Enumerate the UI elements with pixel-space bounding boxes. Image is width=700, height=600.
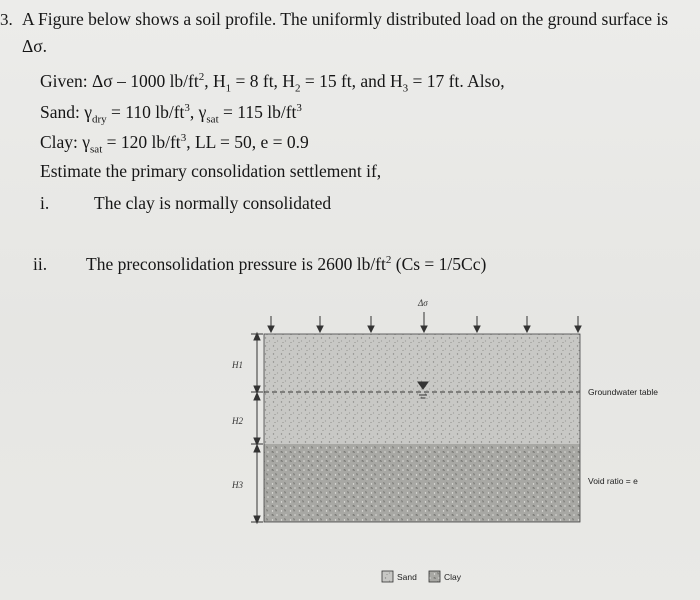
sand-dry-val: = 110 lb/ft xyxy=(106,102,185,122)
clay-prefix: Clay: γ xyxy=(40,132,91,152)
sand-layer xyxy=(264,334,580,444)
intro-line-2: Δσ. xyxy=(22,36,48,56)
clay-sat-sub: sat xyxy=(90,143,103,156)
item-1-number: i. xyxy=(40,193,50,213)
legend-clay-label: Clay xyxy=(444,572,462,582)
item-2-exp: 2 xyxy=(385,254,392,267)
item-2-number: ii. xyxy=(33,254,48,274)
load-arrows xyxy=(268,312,581,332)
clay-layer xyxy=(264,444,580,522)
sand-dry-sub: dry xyxy=(91,113,107,126)
given-h1-val: = 8 ft, H xyxy=(231,71,295,91)
given-h1-sep: , H xyxy=(204,71,226,91)
void-ratio-label: Void ratio = e xyxy=(588,476,638,486)
given-h2-sub: 2 xyxy=(294,82,301,95)
h3-label: H3 xyxy=(232,480,243,490)
sand-sat-sub: sat xyxy=(206,113,219,126)
legend-clay-swatch xyxy=(429,571,440,582)
sand-sat-exp: 3 xyxy=(296,102,302,115)
item-1-text: The clay is normally consolidated xyxy=(94,193,332,213)
intro-line-1: A Figure below shows a soil profile. The uniformly distributed load on the ground surface is xyxy=(22,9,669,29)
given-h3-val: = 17 ft. Also, xyxy=(408,71,505,91)
given-load: Given: Δσ – 1000 lb/ft xyxy=(40,71,199,91)
h2-label: H2 xyxy=(232,416,243,426)
groundwater-label: Groundwater table xyxy=(588,387,658,397)
given-load-exp: 2 xyxy=(198,71,205,84)
clay-sat-exp: 3 xyxy=(180,132,187,145)
clay-rest: , LL = 50, e = 0.9 xyxy=(186,132,309,152)
load-label: Δσ xyxy=(418,298,428,308)
legend-sand-label: Sand xyxy=(397,572,417,582)
sand-sat-val: = 115 lb/ft xyxy=(218,102,297,122)
given-h1-sub: 1 xyxy=(225,82,232,95)
item-2-prefix: The preconsolidation pressure is 2600 lb/ft xyxy=(86,254,386,274)
clay-sat-val: = 120 lb/ft xyxy=(102,132,181,152)
sand-prefix: Sand: γ xyxy=(40,102,92,122)
given-h3-sub: 3 xyxy=(402,82,409,95)
given-h2-val: = 15 ft, and H xyxy=(300,71,403,91)
item-2-suffix: (Cs = 1/5Cc) xyxy=(391,254,487,274)
estimate-line: Estimate the primary consolidation settlement if, xyxy=(40,161,382,181)
legend-sand-swatch xyxy=(382,571,393,582)
sand-dry-exp: 3 xyxy=(184,102,190,115)
thickness-dimensions xyxy=(251,333,263,523)
sand-sat-sep: , γ xyxy=(189,102,207,122)
h1-label: H1 xyxy=(232,360,243,370)
question-number: 3. xyxy=(0,10,13,29)
